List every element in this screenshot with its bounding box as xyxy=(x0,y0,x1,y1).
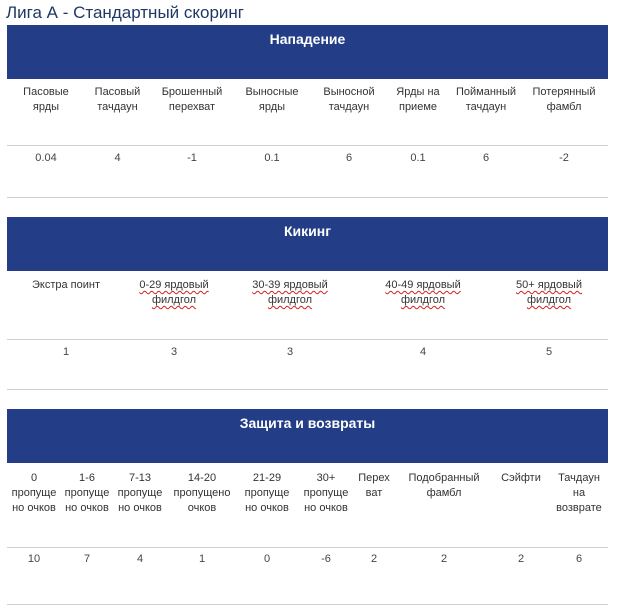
defense-val-1-6-allowed: 7 xyxy=(83,553,91,565)
page-title: Лига А - Стандартный скоринг xyxy=(6,3,245,22)
offense-val-fumble-lost: -2 xyxy=(559,152,569,164)
defense-val-interception: 2 xyxy=(370,553,378,565)
defense-col-1-6-allowed: 1-6 пропуще но очков xyxy=(64,472,110,514)
offense-val-receiving-td: 6 xyxy=(482,152,490,164)
offense-col-receiving-yards: Ярды на приеме xyxy=(396,86,440,113)
offense-col-rushing-yards: Выносные ярды xyxy=(245,86,299,113)
kicking-title: Кикинг xyxy=(283,223,332,239)
kicking-val-fg-30-39: 3 xyxy=(286,346,294,358)
defense-col-return-td: Тачдаун на возврате xyxy=(556,472,602,514)
defense-title: Защита и возвраты xyxy=(239,415,376,431)
defense-bottom-divider xyxy=(7,604,608,605)
offense-val-receiving-yards: 0.1 xyxy=(410,152,426,164)
defense-divider xyxy=(7,547,608,548)
offense-header-band xyxy=(7,25,608,79)
defense-val-7-13-allowed: 4 xyxy=(136,553,144,565)
kicking-col-fg-50-plus: 50+ ярдовый филдгол xyxy=(516,279,582,306)
offense-val-interception: -1 xyxy=(187,152,197,164)
defense-header-band xyxy=(7,409,608,463)
kicking-col-fg-30-39: 30-39 ярдовый филдгол xyxy=(252,279,328,306)
offense-title: Нападение xyxy=(269,31,346,47)
kicking-col-fg-40-49: 40-49 ярдовый филдгол xyxy=(385,279,461,306)
defense-col-interception: Перех ват xyxy=(358,472,390,499)
kicking-val-fg-40-49: 4 xyxy=(419,346,427,358)
defense-col-14-20-allowed: 14-20 пропущено очков xyxy=(173,472,231,514)
defense-val-14-20-allowed: 1 xyxy=(198,553,206,565)
offense-col-interception: Брошенный перехват xyxy=(161,86,223,113)
offense-col-passing-td: Пасовый тачдаун xyxy=(94,86,141,113)
defense-val-return-td: 6 xyxy=(575,553,583,565)
offense-val-passing-yards: 0.04 xyxy=(35,152,57,164)
kicking-col-fg-0-29: 0-29 ярдовый филдгол xyxy=(139,279,209,306)
defense-col-safety: Сэйфти xyxy=(501,472,541,484)
defense-val-fumble-recovery: 2 xyxy=(440,553,448,565)
kicking-val-extra-point: 1 xyxy=(62,346,70,358)
defense-col-fumble-recovery: Подобранный фамбл xyxy=(408,472,480,499)
offense-divider xyxy=(7,145,608,146)
offense-bottom-divider xyxy=(7,197,608,198)
defense-col-7-13-allowed: 7-13 пропуще но очков xyxy=(117,472,163,514)
defense-val-0-allowed: 10 xyxy=(27,553,41,565)
kicking-col-extra-point: Экстра поинт xyxy=(31,279,100,291)
offense-col-fumble-lost: Потерянный фамбл xyxy=(532,86,596,113)
defense-col-21-29-allowed: 21-29 пропуще но очков xyxy=(244,472,290,514)
offense-val-rushing-td: 6 xyxy=(345,152,353,164)
defense-val-safety: 2 xyxy=(517,553,525,565)
offense-col-rushing-td: Выносной тачдаун xyxy=(323,86,375,113)
kicking-bottom-divider xyxy=(7,389,608,390)
offense-col-receiving-td: Пойманный тачдаун xyxy=(455,86,517,113)
kicking-header-band xyxy=(7,217,608,271)
offense-col-passing-yards: Пасовые ярды xyxy=(23,86,69,113)
kicking-divider xyxy=(7,339,608,340)
defense-val-30-plus-allowed: -6 xyxy=(321,553,331,565)
kicking-val-fg-50-plus: 5 xyxy=(545,346,553,358)
defense-val-21-29-allowed: 0 xyxy=(263,553,271,565)
defense-col-0-allowed: 0 пропуще но очков xyxy=(11,472,57,514)
defense-col-30-plus-allowed: 30+ пропуще но очков xyxy=(303,472,349,514)
kicking-val-fg-0-29: 3 xyxy=(170,346,178,358)
offense-val-rushing-yards: 0.1 xyxy=(264,152,280,164)
offense-val-passing-td: 4 xyxy=(114,152,121,164)
